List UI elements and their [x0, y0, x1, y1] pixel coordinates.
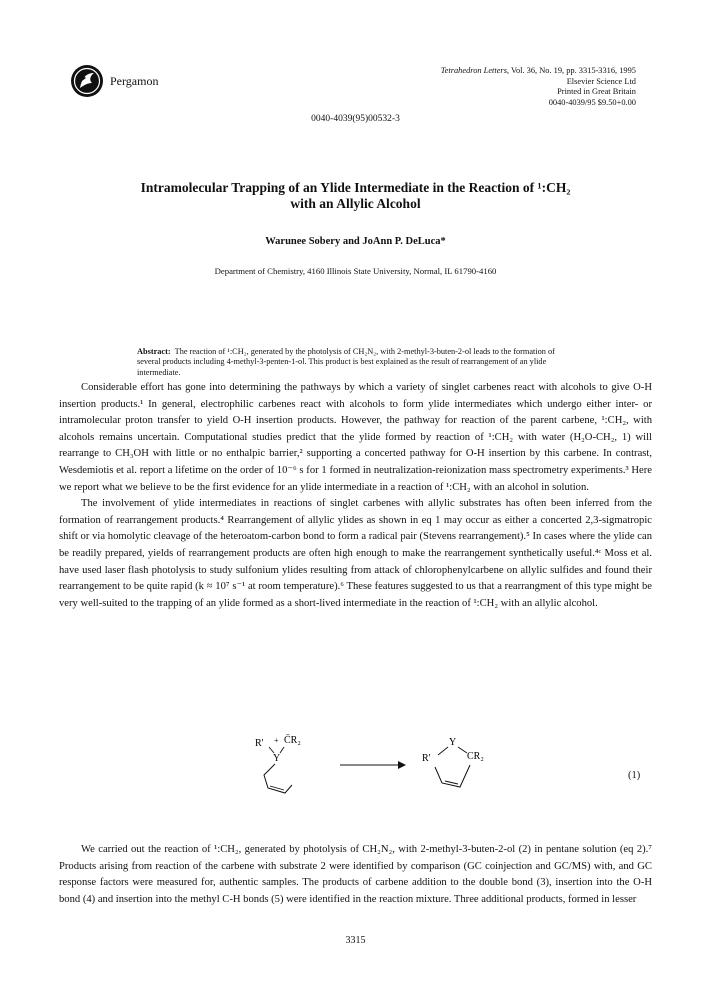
- equation-number: (1): [628, 770, 641, 781]
- journal-info: [441, 66, 636, 108]
- eq-right-y: Y: [449, 737, 457, 748]
- body-text-upper: [59, 380, 652, 612]
- title-line-1: Intramolecular Trapping of an Ylide Intermediate in the Reaction of ¹:CH₂: [140, 180, 571, 195]
- abstract: [137, 347, 577, 378]
- page-number: 3315: [345, 935, 366, 946]
- journal-name: Tetrahedron Letters: [440, 66, 507, 75]
- paragraph-2: The involvement of ylide intermediates in reactions of singlet carbenes with allylic substrates has often been inferred from the formation of rearrangement products.⁴ Rearrangement of allylic ylides as shown in eq 1 may occur as either a concerted 2,3-sigmatropic shift or via homolytic cleavage of the heteroatom-carbon bond to form a radical pair (Stevens rearrangement).⁵ In cases where the ylide can be readily prepared, yields of rearrangement products are often high enough to make the rearrangement synthetically useful.⁴ᶜ Moss et al. have used laser flash photolysis to study sulfonium ylides resulting from attack of chlorophenylcarbene on allylic sulfides and found their rearrangement to be quite rapid (k ≈ 10⁷ s⁻¹ at room temperature).⁶ These features suggested to us that a rearrangment of this type might be very well-suited to the trapping of an ylide formed as a short-lived intermediate in the reaction of ¹:CH₂ with an allylic alcohol.: [59, 498, 652, 609]
- eq-left-r: R': [255, 738, 264, 749]
- authors: Warunee Sobery and JoAnn P. DeLuca*: [265, 236, 446, 247]
- eq-left-y: Y: [273, 753, 281, 764]
- article-title: [60, 180, 651, 212]
- paragraph-3: We carried out the reaction of ¹:CH₂, generated by photolysis of CH₂N₂, with 2-methyl-3-buten-2-ol (2) in pentane solution (eq 2).⁷ Products arising from reaction of the carbene with substrate 2 were identified by comparison (GC coinjection and GC/MS) with, and GC response factors were measured for, authentic samples. The products of carbene addition to the double bond (3), insertion into the O-H bond (4) and insertion into the methyl C-H bonds (5) were identified in the reaction mixture. Three additional products, formed in lesser: [59, 844, 652, 905]
- pergamon-logo: [70, 64, 104, 98]
- affiliation: Department of Chemistry, 4160 Illinois State University, Normal, IL 61790-4160: [214, 266, 497, 276]
- publisher-name: Pergamon: [110, 74, 159, 88]
- abstract-text: The reaction of ¹:CH₂, generated by the photolysis of CH₂N₂, with 2-methyl-3-buten-2-ol leads to the formation of several products including 4-methyl-3-penten-1-ol. This product is best explained as the result of rearrangement of an ylide intermediate.: [137, 347, 555, 377]
- doi: 0040-4039(95)00532-3: [311, 114, 400, 124]
- body-text-lower: [59, 842, 652, 908]
- journal-volume: , Vol. 36, No. 19, pp. 3315-3316, 1995: [506, 66, 636, 75]
- publisher-line: Elsevier Science Ltd: [566, 76, 636, 86]
- printed-line: Printed in Great Britain: [557, 87, 636, 97]
- price-line: 0040-4039/95 $9.50+0.00: [548, 97, 636, 107]
- equation-1-scheme: [230, 733, 650, 803]
- eq-right-cr2: CR₂: [467, 751, 484, 762]
- paragraph-1: Considerable effort has gone into determining the pathways by which a variety of singlet carbenes react with alcohols to give O-H insertion products.¹ In general, electrophilic carbenes react with alcohols to form ylide intermediates which undergo either inter- or intramolecular proton transfer to yield O-H insertion products. However, the pathway for reaction of the parent carbene, ¹:CH₂, with alcohols remains uncertain. Computational studies predict that the ylide formed by reaction of ¹:CH₂ with water (H₂O-CH₂, 1) will rearrange to CH₃OH with little or no enthalpic barrier,² supporting a concerted pathway for O-H insertion by this carbene. In contrast, Wesdemiotis et al. report a lifetime on the order of 10⁻⁶ s for 1 formed in neutralization-reionization mass spectrometry experiments.³ Here we report what we believe to be the first evidence for an ylide intermediate in a reaction of ¹:CH₂ with an alcohol in solution.: [59, 382, 652, 493]
- abstract-label: Abstract:: [137, 347, 171, 356]
- eq-left-plus: +: [274, 736, 279, 745]
- eq-right-r: R': [422, 753, 431, 764]
- eq-left-cr2: C̄R₂: [284, 735, 301, 746]
- title-line-2: with an Allylic Alcohol: [290, 196, 421, 211]
- journal-citation: [441, 66, 636, 77]
